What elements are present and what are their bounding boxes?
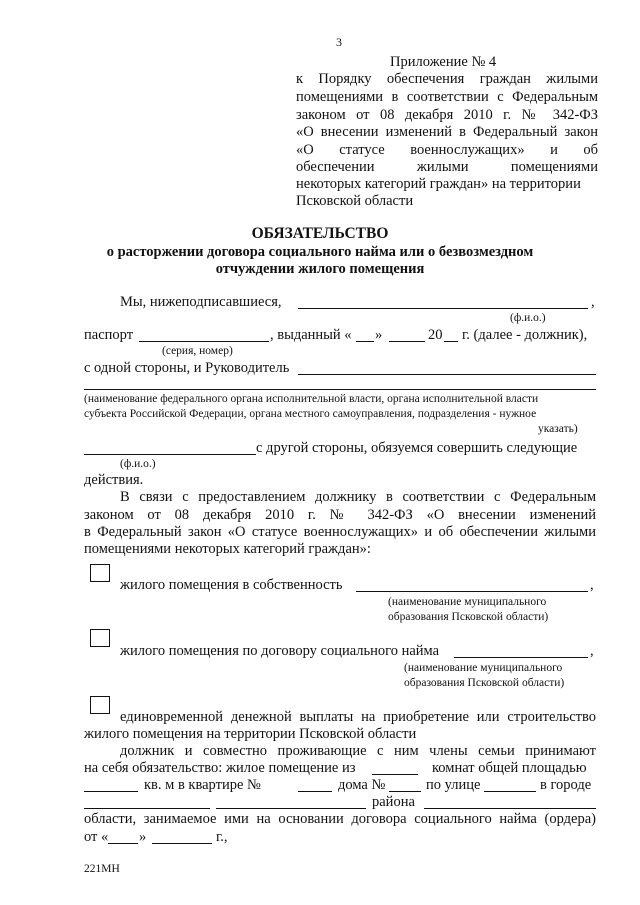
org-line[interactable] [84, 389, 596, 390]
municipality-hint: (наименование муниципального [388, 596, 547, 608]
fio2-hint: (ф.и.о.) [120, 458, 156, 470]
rooms-line[interactable] [372, 774, 418, 775]
obligation-text: от « [84, 829, 109, 845]
org-hint: указать) [538, 423, 578, 435]
paragraph-line: В связи с предоставлением должнику в соответствии с Федеральным [120, 489, 596, 505]
municipality-line-2[interactable] [454, 657, 588, 658]
city-line[interactable] [84, 808, 210, 809]
fio-hint: (ф.и.о.) [510, 312, 546, 324]
municipality-hint: образования Псковской области) [388, 611, 549, 623]
appendix-line: к Порядку обеспечения граждан жилыми [296, 71, 598, 87]
footer-code: 221МН [84, 863, 120, 875]
debtor-label: г. (далее - должник), [462, 327, 588, 343]
municipality-line-1[interactable] [356, 591, 588, 592]
issued-label: , выданный « [270, 327, 352, 343]
year-prefix: 20 [428, 327, 443, 343]
obligation-line: области, занимаемое ими на основании договора социального найма (ордера) [84, 811, 596, 827]
org-hint: (наименование федерального органа исполнительной власти, органа исполнительной власти [84, 393, 539, 405]
option-social-rent-label: жилого помещения по договору социального найма [120, 643, 440, 659]
municipality-hint: образования Псковской области) [404, 677, 565, 689]
obligation-text: района [372, 794, 415, 810]
obligation-text: » [139, 829, 147, 845]
head-line[interactable] [298, 374, 596, 375]
comma: , [590, 643, 594, 659]
checkbox-payment[interactable] [90, 696, 110, 714]
paragraph-line: помещениями некоторых категорий граждан»: [84, 541, 371, 557]
order-month-line[interactable] [152, 843, 212, 844]
quote-close: » [375, 327, 383, 343]
obligation-text: на себя обязательство: жилое помещение из [84, 760, 356, 776]
option-ownership-label: жилого помещения в собственность [120, 577, 343, 593]
month-line[interactable] [389, 341, 425, 342]
street-line[interactable] [484, 791, 536, 792]
undersigned-label: Мы, нижеподписавшиеся, [120, 294, 282, 310]
fio-line[interactable] [298, 308, 588, 309]
appendix-line: «О статусе военнослужащих» и об [296, 142, 598, 158]
municipality-hint: (наименование муниципального [404, 662, 563, 674]
area-line[interactable] [84, 791, 138, 792]
apartment-line[interactable] [298, 791, 332, 792]
document-subtitle: отчуждении жилого помещения [215, 261, 425, 277]
appendix-line: «О внесении изменений в Федеральный закон [296, 124, 598, 140]
appendix-line: обеспечении жилыми помещениями [296, 159, 598, 175]
appendix-line: законом от 08 декабря 2010 г. № 342-ФЗ [296, 107, 598, 123]
house-line[interactable] [389, 791, 421, 792]
option-payment-label: единовременной денежной выплаты на приобретение или строительство [120, 709, 596, 725]
one-side-label: с одной стороны, и Руководитель [84, 360, 290, 376]
paragraph-line: законом от 08 декабря 2010 г. № 342-ФЗ «О внесении изменений [84, 507, 596, 523]
year-line[interactable] [444, 341, 458, 342]
obligation-text: кв. м в квартире № [144, 777, 261, 793]
appendix-line: некоторых категорий граждан» на территории [296, 176, 581, 192]
passport-label: паспорт [84, 327, 134, 343]
day-line[interactable] [356, 341, 374, 342]
obligation-line: должник и совместно проживающие с ним члены семьи принимают [120, 743, 596, 759]
obligation-text: дома № [338, 777, 386, 793]
appendix-line: помещениями в соответствии с Федеральным [296, 89, 598, 105]
obligation-text: комнат общей площадью [432, 760, 587, 776]
obligation-text: по улице [426, 777, 481, 793]
district-name-line[interactable] [216, 808, 366, 809]
checkbox-social-rent[interactable] [90, 629, 110, 647]
appendix-line: Псковской области [296, 193, 414, 209]
appendix-title: Приложение № 4 [390, 54, 497, 70]
document-title: ОБЯЗАТЕЛЬСТВО [251, 225, 389, 242]
obligation-text: в городе [540, 777, 592, 793]
option-payment-label: жилого помещения на территории Псковской области [84, 726, 417, 742]
comma: , [590, 577, 594, 593]
series-hint: (серия, номер) [162, 345, 233, 357]
page-number: 3 [336, 35, 342, 49]
paragraph-line: в Федеральный закон «О статусе военнослужащих» и об обеспечении жилыми [84, 524, 596, 540]
actions-label: действия. [84, 472, 144, 488]
region-line[interactable] [424, 808, 596, 809]
passport-number-line[interactable] [139, 341, 269, 342]
obligation-text: г., [216, 829, 228, 845]
comma: , [591, 294, 595, 310]
org-hint: субъекта Российской Федерации, органа местного самоуправления, подразделения - нужное [84, 408, 537, 420]
document-subtitle: о расторжении договора социального найма или о безвозмездном [106, 244, 534, 260]
checkbox-ownership[interactable] [90, 564, 110, 582]
fio2-line[interactable] [84, 454, 256, 455]
order-day-line[interactable] [108, 843, 138, 844]
other-side-label: с другой стороны, обязуемся совершить следующие [256, 440, 578, 456]
